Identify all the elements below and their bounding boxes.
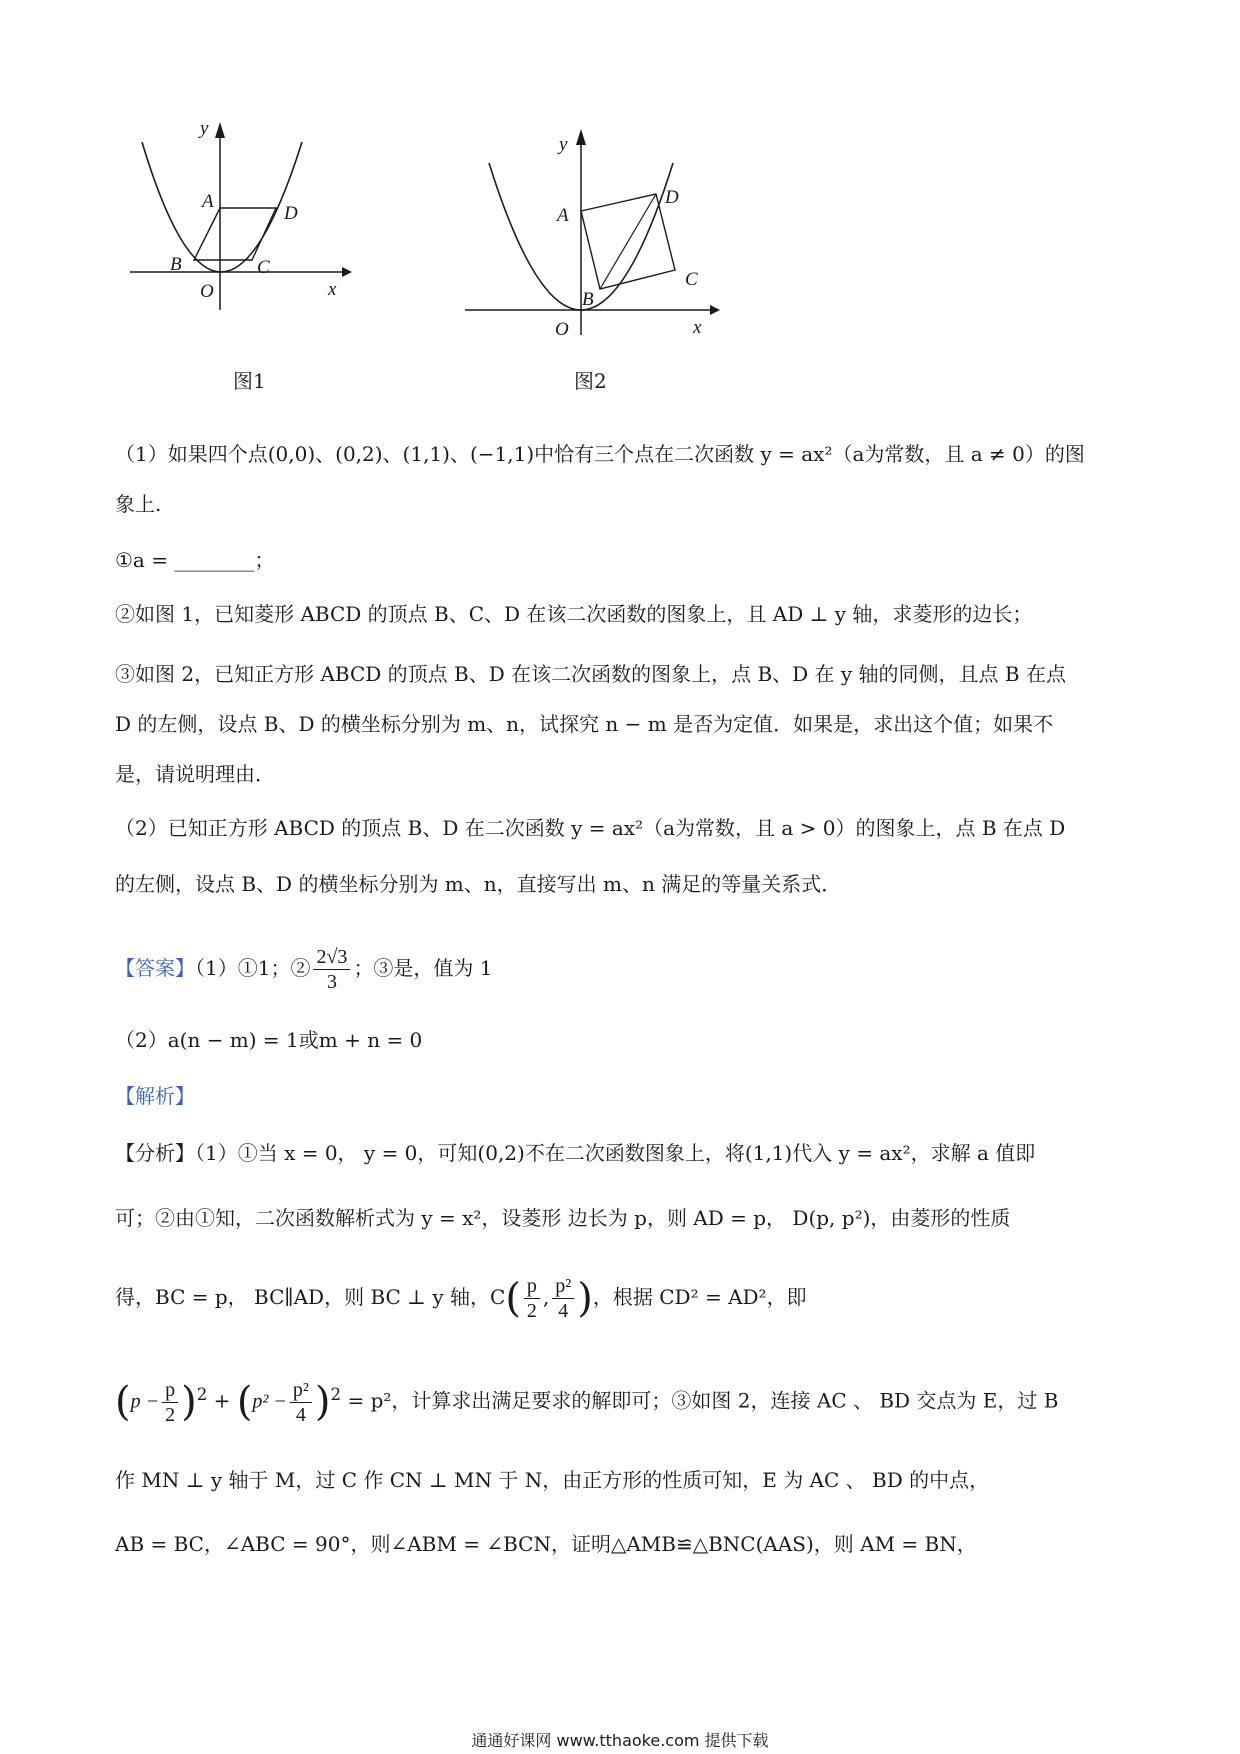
label-o: O (555, 319, 569, 340)
frac-p2-4 (290, 1378, 312, 1427)
label-c: C (257, 257, 270, 278)
answer-pre: （1）①1；② (195, 956, 311, 980)
x-axis-arrow-icon (342, 267, 352, 277)
y-axis-arrow-icon (576, 129, 586, 145)
q1-sub-3-line-3: 是，请说明理由． (115, 762, 275, 786)
label-x: x (693, 317, 702, 338)
label-b: B (170, 254, 182, 275)
label-y: y (559, 134, 568, 155)
q1-sub-2: ②如图 1，已知菱形 ABCD 的顶点 B、C、D 在该二次函数的图象上，且 AD ⊥ y 轴，求菱形的边长； (115, 602, 1033, 626)
label-y: y (200, 120, 209, 139)
paren-right: ) (314, 1379, 331, 1426)
frac-p-2 (162, 1378, 178, 1427)
y-axis-arrow-icon (215, 122, 225, 138)
q1-line-1: （1）如果四个点(0,0)、(0,2)、(1,1)、(−1,1)中恰有三个点在二次函数 y = ax²（a为常数，且 a ≠ 0）的图 (115, 442, 1085, 466)
segment-bd (600, 194, 656, 289)
frac-p-2 (524, 1274, 540, 1323)
frac-num: p² (290, 1378, 312, 1403)
q2-line-1: （2）已知正方形 ABCD 的顶点 B、D 在二次函数 y = ax²（a为常数，且 a > 0）的图象上，点 B 在点 D (115, 816, 1066, 840)
answer-frac-den: 3 (326, 971, 337, 993)
label-a: A (557, 205, 569, 226)
analysis-line-3: 得，BC = p， BC∥AD，则 BC ⊥ y 轴，C( $\frac{p}{2}$ , $\frac{\text{p²}}{4}$ )，根据 CD² = AD²，即 (115, 1275, 807, 1322)
analysis-l3-pre: 得，BC = p， BC∥AD，则 BC ⊥ y 轴，C (115, 1285, 506, 1309)
paren-left: ( (236, 1379, 253, 1426)
analysis-line-2: 可；②由①知，二次函数解析式为 y = x²，设菱形 边长为 p，则 AD = p， D(p, p²)，由菱形的性质 (115, 1206, 1011, 1230)
answer-fraction (313, 945, 350, 994)
frac-num: p (524, 1274, 540, 1299)
analysis-tag: 【解析】 (115, 1084, 195, 1108)
frac-num: p² (552, 1274, 574, 1299)
q1-sub-3-line-2: D 的左侧，设点 B、D 的横坐标分别为 m、n，试探究 n − m 是否为定值．如果是，求出这个值；如果不 (115, 712, 1054, 736)
analysis-line-5: 作 MN ⊥ y 轴于 M，过 C 作 CN ⊥ MN 于 N，由正方形的性质可知，E 为 AC 、 BD 的中点， (115, 1468, 990, 1492)
analysis-line-4: (p − $\frac{p}{2}$ )$^2$ + (p² − $\frac{\text{p²}}{4}$ )$^2$ = p²，计算求出满足要求的解即可；③如图 2，连接 AC 、 BD 交点为 E，过 B (115, 1378, 1059, 1426)
analysis-line-6: AB = BC，∠ABC = 90°，则∠ABM = ∠BCN，证明△AMB≌△BNC(AAS)，则 AM = BN， (115, 1532, 977, 1556)
frac-den: 4 (558, 1300, 569, 1322)
label-x: x (328, 279, 337, 300)
figure-2 (455, 125, 735, 340)
label-c: C (685, 269, 698, 290)
label-o: O (200, 281, 214, 302)
answer-tag: 【答案】 (115, 956, 195, 980)
frac-den: 2 (526, 1300, 537, 1322)
frac-num: p (162, 1378, 178, 1403)
expr-a: p − (130, 1390, 160, 1413)
answer-post: ；③是，值为 1 (353, 956, 493, 980)
expr-b: p² − (252, 1390, 287, 1413)
paren-right: ) (577, 1275, 593, 1322)
figure-2-caption: 图2 (574, 369, 607, 393)
rhombus-abcd (194, 208, 276, 260)
analysis-l3-post: ，根据 CD² = AD²，即 (592, 1285, 807, 1309)
paren-left: ( (505, 1275, 521, 1322)
answer-line-2: （2）a(n − m) = 1或m + n = 0 (115, 1028, 423, 1052)
q2-line-2: 的左侧，设点 B、D 的横坐标分别为 m、n，直接写出 m、n 满足的等量关系式． (115, 872, 842, 896)
q1-sub-3-line-1: ③如图 2，已知正方形 ABCD 的顶点 B、D 在该二次函数的图象上，点 B、D 在 y 轴的同侧，且点 B 在点 (115, 662, 1066, 686)
frac-den: 2 (165, 1403, 176, 1426)
paren-right: ) (181, 1379, 197, 1426)
answer-frac-num: 2√3 (313, 945, 350, 970)
q1-sub-1: ①a = ________； (115, 548, 275, 572)
frac-p2-4 (552, 1274, 574, 1323)
fenxi-tag: 【分析】 (115, 1141, 195, 1165)
figure-1-caption: 图1 (233, 369, 266, 393)
q1-line-2: 象上. (115, 492, 162, 516)
analysis-l1: （1）①当 x = 0， y = 0，可知(0,2)不在二次函数图象上，将(1,1)代入 y = ax²，求解 a 值即 (195, 1141, 1036, 1165)
analysis-l4-post: = p²，计算求出满足要求的解即可；③如图 2，连接 AC 、 BD 交点为 E，过 B (347, 1388, 1059, 1413)
label-d: D (665, 187, 679, 208)
parabola (142, 142, 302, 272)
label-b: B (582, 289, 594, 310)
answer-line-1 (115, 938, 1135, 998)
figure-1 (120, 120, 360, 320)
analysis-line-1 (115, 1135, 1135, 1171)
paren-left: ( (115, 1379, 131, 1426)
label-a: A (202, 191, 214, 212)
footer: 通通好课网 www.tthaoke.com 提供下载 (471, 1731, 769, 1750)
frac-den: 4 (295, 1403, 306, 1426)
x-axis-arrow-icon (710, 305, 720, 315)
label-d: D (284, 203, 298, 224)
